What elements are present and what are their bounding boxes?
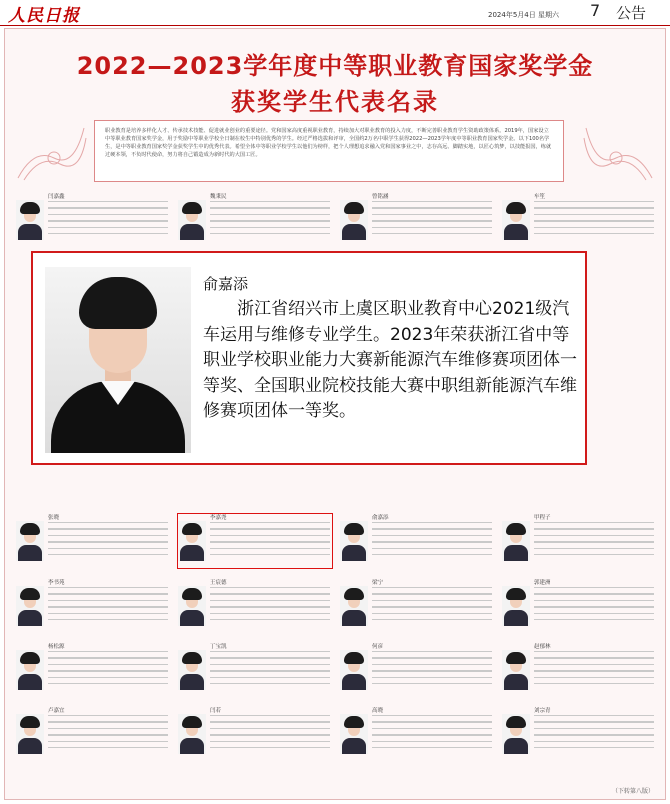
- student-bio: [48, 522, 168, 560]
- student-bio: [534, 201, 654, 239]
- newspaper-logo: 人民日报: [8, 6, 80, 26]
- student-name: 闫若: [210, 708, 222, 714]
- student-card: [14, 513, 172, 575]
- featured-student-zoom: [31, 251, 587, 465]
- student-card: [500, 192, 658, 254]
- student-name: 刘宗青: [534, 708, 551, 714]
- student-card: [500, 513, 658, 575]
- student-card: [338, 578, 496, 640]
- student-photo: [340, 586, 368, 626]
- masthead: [0, 0, 670, 26]
- student-photo: [502, 521, 530, 561]
- student-card: [500, 578, 658, 640]
- student-name: 何彦: [372, 644, 384, 650]
- student-name: 车笙: [534, 194, 546, 200]
- student-name: 李嘉尧: [210, 515, 227, 521]
- student-name: 郭建洲: [534, 580, 551, 586]
- student-photo: [340, 521, 368, 561]
- student-bio: [48, 201, 168, 239]
- student-photo: [178, 200, 206, 240]
- student-bio: [372, 715, 492, 753]
- student-bio: [372, 522, 492, 560]
- student-bio: [210, 201, 330, 239]
- student-name: 闫嘉鑫: [48, 194, 65, 200]
- student-name: 杨松源: [48, 644, 65, 650]
- student-name: 高晓: [372, 708, 384, 714]
- student-name: 赵郁林: [534, 644, 551, 650]
- student-photo: [16, 521, 44, 561]
- section-name: 公告: [616, 4, 647, 22]
- student-bio: [534, 587, 654, 625]
- student-bio: [534, 715, 654, 753]
- student-card: [338, 192, 496, 254]
- featured-student-description: 浙江省绍兴市上虞区职业教育中心2021级汽车运用与维修专业学生。2023年荣获浙江省中等职业学校职业能力大赛新能源汽车维修赛项团体一等奖、全国职业院校技能大赛中职组新能源汽车维修赛项团体一等奖。: [203, 299, 577, 421]
- student-name: 俞嘉添: [372, 515, 389, 521]
- student-card: [338, 706, 496, 768]
- dateline: 2024年5月4日 星期六: [488, 11, 559, 19]
- student-card: [14, 706, 172, 768]
- student-photo: [16, 714, 44, 754]
- student-name: 王宸德: [210, 580, 227, 586]
- student-photo: [502, 200, 530, 240]
- student-photo: [178, 650, 206, 690]
- continued-note: （下转第八版）: [612, 788, 655, 795]
- intro-paragraph: 职业教育是培养多样化人才、传承技术技能、促进就业创业的重要途径。党和国家高度重视职业教育，持续加大对职业教育的投入力度，不断完善职业教育学生资助政策体系。2019年，国家设立中等职业教育国家奖学金，用于奖励中等职业学校全日制在校生中特别优秀的学生。经过严格选拔和评审，全国约2万名中职学生获得2022—2023学年度中等职业教育国家奖学金。以下100名学生，是中等职业教育国家奖学金获奖学生中的优秀代表。希望全体中等职业学校学生以他们为榜样，把个人理想追求融入党和国家事业之中，志存高远、脚踏实地，以匠心筑梦，以技能报国，练就过硬本领，不负时代使命，努力将自己锻造成为新时代的大国工匠。: [94, 120, 564, 182]
- student-bio: [534, 651, 654, 689]
- student-bio: [48, 651, 168, 689]
- student-name: 李书苑: [48, 580, 65, 586]
- student-card: [338, 642, 496, 704]
- student-card: [14, 192, 172, 254]
- student-bio: [210, 651, 330, 689]
- student-name: 魏秉民: [210, 194, 227, 200]
- student-photo: [502, 714, 530, 754]
- student-name: 梁宁: [372, 580, 384, 586]
- student-bio: [48, 715, 168, 753]
- student-photo: [178, 586, 206, 626]
- student-card: [176, 578, 334, 640]
- student-name: 甲程子: [534, 515, 551, 521]
- student-card: [338, 513, 496, 575]
- student-bio: [372, 587, 492, 625]
- student-bio: [534, 522, 654, 560]
- student-photo: [16, 586, 44, 626]
- student-card: [176, 192, 334, 254]
- highlight-box: [177, 513, 333, 569]
- student-bio: [210, 715, 330, 753]
- student-bio: [210, 587, 330, 625]
- page-title: 2022—2023学年度中等职业教育国家奖学金: [76, 52, 594, 80]
- page-subtitle: 获奖学生代表名录: [231, 88, 439, 116]
- student-photo: [16, 650, 44, 690]
- student-bio: [372, 651, 492, 689]
- student-name: 卢嘉宜: [48, 708, 65, 714]
- student-photo: [502, 586, 530, 626]
- student-photo: [502, 650, 530, 690]
- student-name: 张晓: [48, 515, 60, 521]
- student-name: 曾铭涵: [372, 194, 389, 200]
- featured-student-name: 俞嘉添: [203, 275, 249, 293]
- student-name: 丁宝凯: [210, 644, 227, 650]
- ornament-left-icon: [14, 118, 88, 184]
- student-photo: [340, 714, 368, 754]
- student-card: [500, 642, 658, 704]
- student-card: [14, 642, 172, 704]
- student-photo: [178, 714, 206, 754]
- ornament-right-icon: [582, 118, 656, 184]
- featured-student-photo: [45, 267, 191, 453]
- student-card: [176, 642, 334, 704]
- student-photo: [16, 200, 44, 240]
- student-card: [500, 706, 658, 768]
- student-bio: [48, 587, 168, 625]
- student-photo: [340, 200, 368, 240]
- page-number: 7: [590, 1, 601, 20]
- student-card: [14, 578, 172, 640]
- student-card: [176, 706, 334, 768]
- student-bio: [372, 201, 492, 239]
- student-photo: [340, 650, 368, 690]
